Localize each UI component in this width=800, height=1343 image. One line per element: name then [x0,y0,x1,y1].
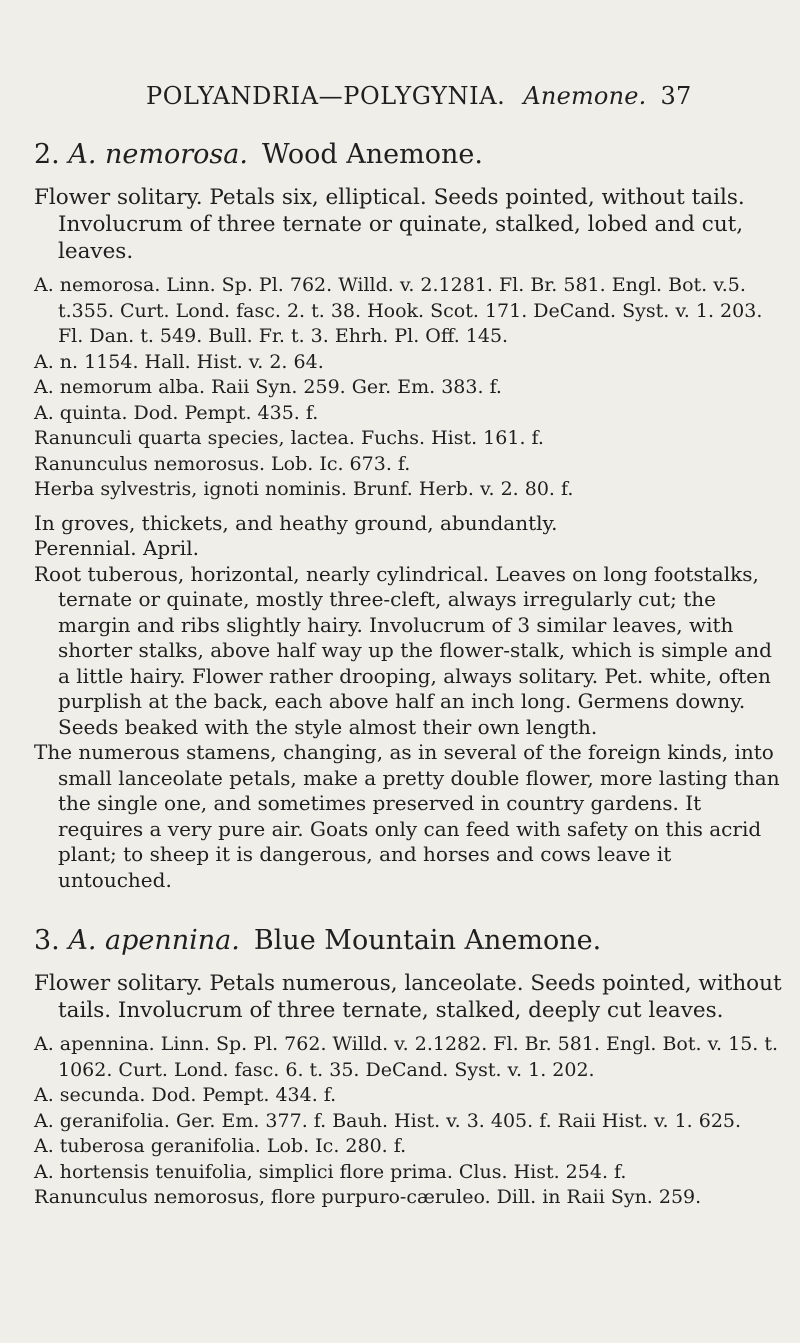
specific-character: Flower solitary. Petals six, elliptical. Seeds pointed, without tails. Involucrum of three ternate or quinate, stalked, lobed and cut, leaves. [34,185,745,264]
synonym: A. n. 1154. Hall. Hist. v. 2. 64. [34,350,324,373]
synonym: A. apennina. Linn. Sp. Pl. 762. Willd. v. 2.1282. Fl. Br. 581. Engl. Bot. v. 15. t. 1062. Curt. Lond. fasc. 6. t. 35. DeCand. Syst. v. 1. 202. [34,1033,779,1081]
entry-title [34,139,784,170]
common-name: Blue Mountain Anemone. [253,925,602,956]
header-genus: Anemone. [523,82,647,110]
synonym: A. secunda. Dod. Pempt. 434. f. [34,1084,337,1106]
synonym: A. nemorum alba. Raii Syn. 259. Ger. Em. 383. f. [34,376,502,398]
page-number: 37 [660,82,692,110]
species-entry [34,925,784,1211]
species-name: A. apennina. [68,925,240,956]
duration: Perennial. April. [34,536,199,560]
species-name: A. nemorosa. [68,139,248,170]
synonym: A. quinta. Dod. Pempt. 435. f. [34,401,319,424]
specific-character: Flower solitary. Petals numerous, lanceolate. Seeds pointed, without tails. Involucrum of three ternate, stalked, deeply cut leaves. [34,971,782,1023]
synonym: A. hortensis tenuifolia, simplici flore prima. Clus. Hist. 254. f. [34,1160,627,1183]
header-class-order: POLYANDRIA—POLYGYNIA. [146,82,506,110]
synonym: Ranunculus nemorosus. Lob. Ic. 673. f. [34,452,411,475]
entry-number: 3. [34,925,60,956]
description: Root tuberous, horizontal, nearly cylindrical. Leaves on long footstalks, ternate or quinate, mostly three-cleft, always irregularly cut; the margin and ribs slightly hairy. Involucrum of 3 similar leaves, with shorter stalks, above half way up the flower-stalk, which is simple and a little hairy. Flower rather drooping, always solitary. Pet. white, often purplish at the back, each above half an inch long. Germens downy. Seeds beaked with the style almost their own length. [34,561,772,739]
notes: The numerous stamens, changing, as in several of the foreign kinds, into small lanceolate petals, make a pretty double flower, more lasting than the single one, and sometimes preserved in country gardens. It requires a very pure air. Goats only can feed with safety on this acrid plant; to sheep it is dangerous, and horses and cows leave it untouched. [34,740,780,892]
synonym: A. geranifolia. Ger. Em. 377. f. Bauh. Hist. v. 3. 405. f. Raii Hist. v. 1. 625. [34,1109,742,1132]
running-header [146,82,691,110]
synonym: Ranunculus nemorosus, flore purpuro-cæruleo. Dill. in Raii Syn. 259. [34,1186,702,1208]
entry-title [34,925,784,956]
entry-number: 2. [34,139,60,170]
synonym: A. nemorosa. Linn. Sp. Pl. 762. Willd. v. 2.1281. Fl. Br. 581. Engl. Bot. v.5. t.355. Curt. Lond. fasc. 2. t. 38. Hook. Scot. 171. DeCand. Syst. v. 1. 203. Fl. Dan. t. 549. Bull. Fr. t. 3. Ehrh. Pl. Off. 145. [34,274,763,347]
species-entry [34,139,784,893]
habitat: In groves, thickets, and heathy ground, abundantly. [34,510,558,535]
synonym: A. tuberosa geranifolia. Lob. Ic. 280. f. [34,1135,407,1157]
synonym: Ranunculi quarta species, lactea. Fuchs. Hist. 161. f. [34,427,544,449]
common-name: Wood Anemone. [261,139,483,170]
synonym: Herba sylvestris, ignoti nominis. Brunf. Herb. v. 2. 80. f. [34,478,574,500]
